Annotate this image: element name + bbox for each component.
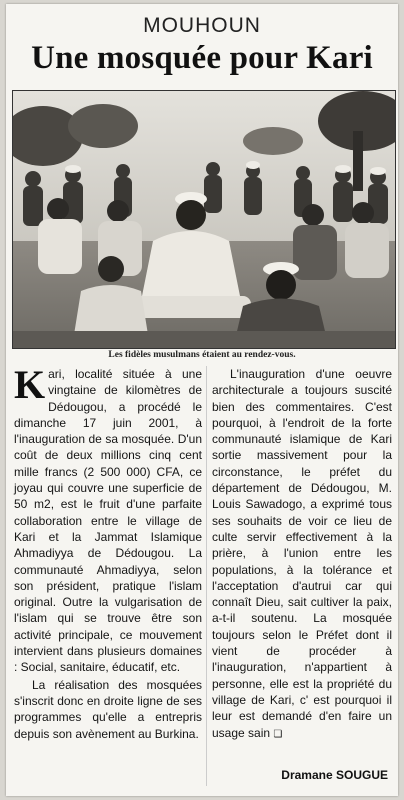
- article-column-left: [14, 362, 202, 742]
- drop-cap: K: [14, 362, 46, 407]
- article-column-right: [212, 366, 392, 743]
- article-paragraph: [14, 362, 202, 676]
- newspaper-clipping: [6, 4, 398, 796]
- article-paragraph: La réalisation des mosquées s'inscrit donc en droite ligne de ses programmes qu'elle a entrepris depuis son avènement au Burkina.: [14, 677, 202, 741]
- photo-crowd-illustration: [13, 91, 395, 348]
- article-paragraph: [212, 366, 392, 743]
- column-divider: [206, 366, 207, 786]
- end-of-article-mark: ❏: [273, 728, 283, 740]
- paragraph-text: L'inauguration d'une oeuvre architecturale a toujours suscité bien des commentaires. C'est pourquoi, à l'endroit de la forte communauté islamique de Kari sortie massivement pour la circonstance, le préfet du département de Dédougou, M. Louis Sawadogo, a exprimé tous ses souhaits de voir ce lieu de culte servir effectivement à la prière, à l'union entre les populations, à la tolérance et l'acceptation d'autrui car qui connaît Dieu, sait cultiver la paix, a-t-il soutenu. La mosquée toujours selon le Préfet dont il vient de procéder à l'inauguration, n'appartient à personne, elle est la propriété du village de Kari, c' est pourquoi il leur est demandé d'en faire un usage sain: [212, 367, 392, 740]
- photo-caption: Les fidèles musulmans étaient au rendez-vous.: [108, 350, 296, 360]
- article-photo: [12, 90, 396, 349]
- author-signature: Dramane SOUGUE: [281, 768, 388, 782]
- paragraph-text: ari, localité située à une vingtaine de kilomètres de Dédougou, a procédé le dimanche 17 juin 2001, à l'inauguration de sa mosquée. D'un coût de deux millions cinq cent mille francs (2 500 000) CFA, ce joyau qui couvre une superficie de 50 m2, est le fruit d'une parfaite collaboration entre le village de Kari et la Jammat Islamique Ahmadiyya de Dédougou. La communauté Ahmadiyya, selon son président, pratique l'islam original. Outre la vulgarisation de l'islam qui se trouve être son activité principale, ce mouvement intervient dans plusieurs domaines : Social, sanitaire, éducatif, etc.: [14, 367, 202, 675]
- section-rubric: MOUHOUN: [143, 14, 261, 37]
- article-headline: Une mosquée pour Kari: [31, 40, 373, 76]
